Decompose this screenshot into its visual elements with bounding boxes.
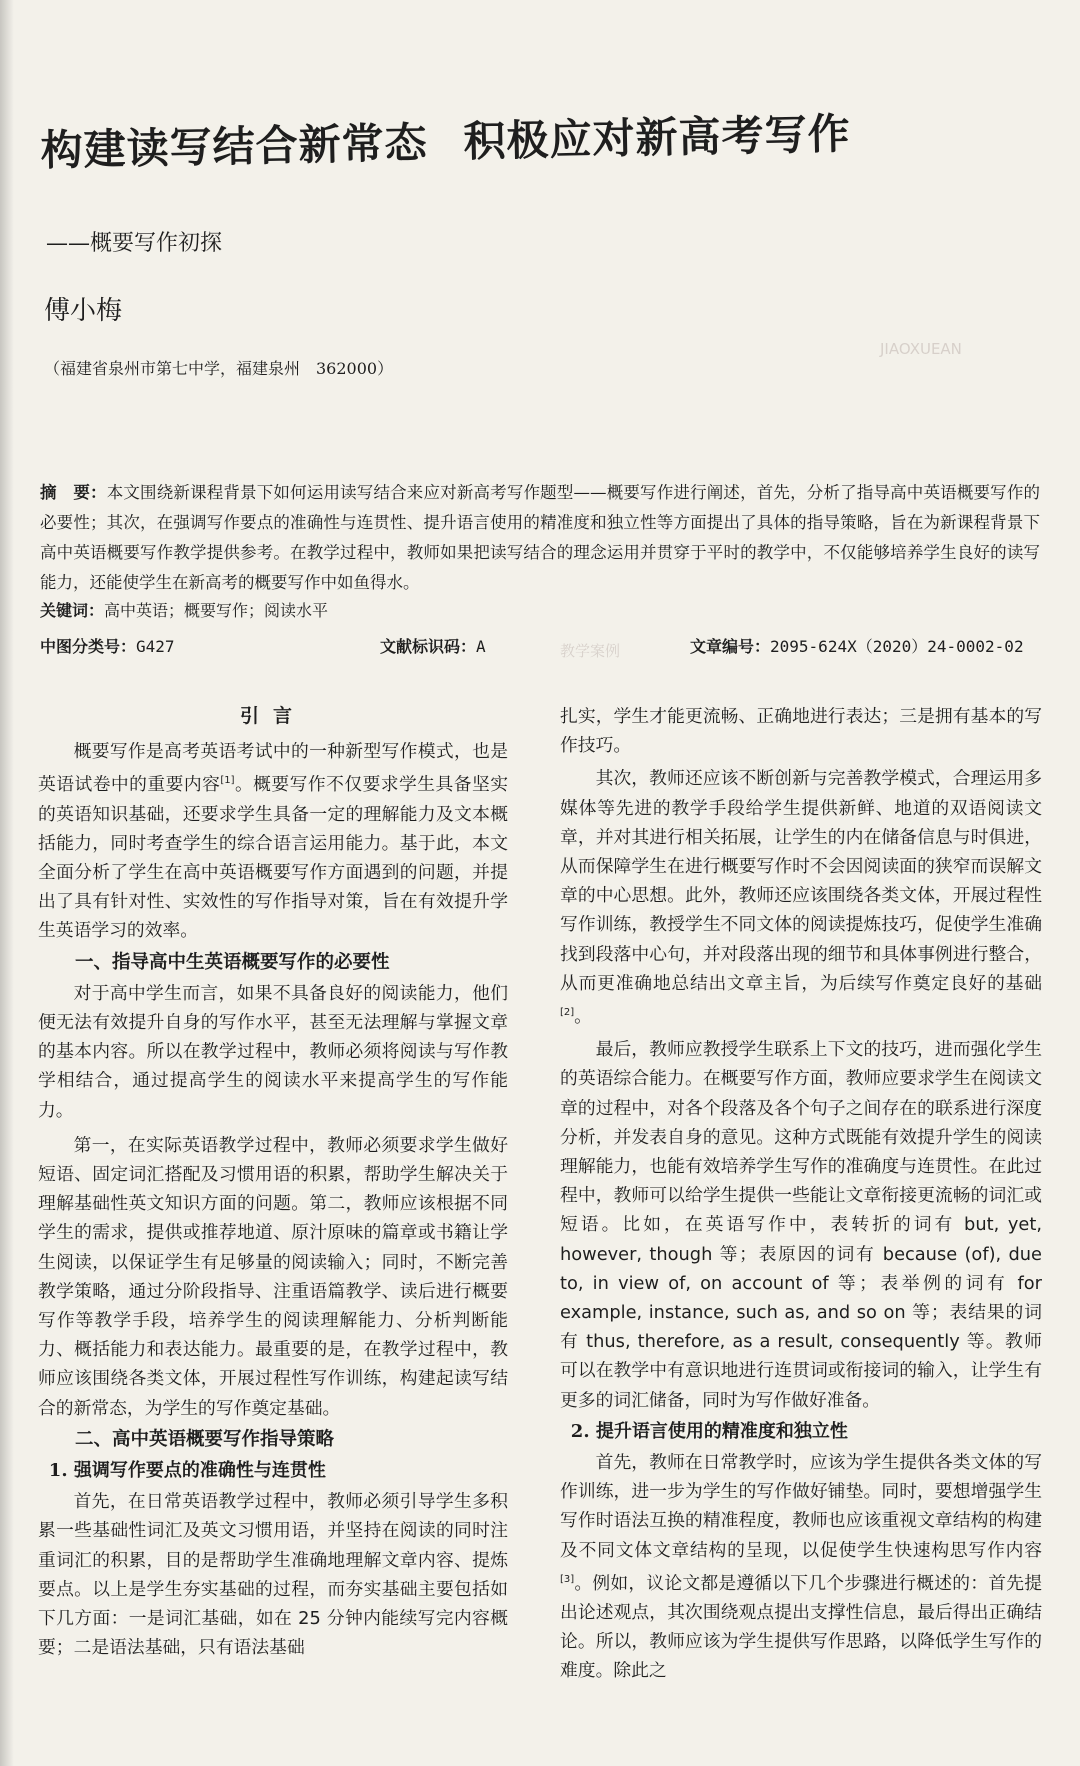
subsection-1-paragraph: 首先，在日常英语教学过程中，教师必须引导学生多积累一些基础性词汇及英文习惯用语，并坚持在阅读的同时注重词汇的积累，目的是帮助学生准确地理解文章内容、提炼要点。以上是学生夯实基础的过程，而夯实基础主要包括如下几方面：一是词汇基础，如在 25 分钟内能续写完内容概要；二是语法基础，只有语法基础 <box>38 1491 508 1659</box>
subsection-2-text-cont: 。例如，议论文都是遵循以下几个步骤进行概述的：首先提出论述观点，其次围绕观点提出支撑性信息，最后得出正确结论。所以，教师应该为学生提供写作思路，以降低学生写作的难度。除此之 <box>560 1572 1042 1682</box>
article-title <box>40 97 1041 178</box>
article-no-value: 2095-624X（2020）24-0002-02 <box>770 637 1024 656</box>
intro-text: 概要写作是高考英语考试中的一种新型写作模式，也是英语试卷中的重要内容 <box>38 741 508 796</box>
intro-text-cont: 。概要写作不仅要求学生具备坚实的英语知识基础，还要求学生具备一定的理解能力及文本概括能力，同时考查学生的综合语言运用能力。基于此，本文全面分析了学生在高中英语概要写作方面遇到的问题，并提出了具有针对性、实效性的写作指导对策，旨在有效提升学生英语学习的效率。 <box>38 774 508 942</box>
title-part-2: 积极应对新高考写作 <box>463 109 852 167</box>
doc-code-label: 文献标识码： <box>380 637 477 656</box>
title-part-1: 构建读写结合新常态 <box>40 117 429 175</box>
page-binding-shadow <box>0 0 14 1766</box>
abstract-label: 摘 要： <box>40 483 107 502</box>
keywords <box>40 598 328 621</box>
paragraph-2-text: 其次，教师还应该不断创新与完善教学模式，合理运用多媒体等先进的教学手段给学生提供新鲜、地道的双语阅读文章，并对其进行相关拓展，让学生的内在储备信息与时俱进，从而保障学生在进行概要写作时不会因阅读面的狭窄而误解文章的中心思想。此外，教师还应该围绕各类文体，开展过程性写作训练，教授学生不同文体的阅读提炼技巧，促使学生准确找到段落中心句，并对段落出现的细节和具体事例进行整合，从而更准确地总结出文章主旨，为后续写作奠定良好的基础 <box>560 768 1042 994</box>
bleed-through-text: 教学案例 <box>560 642 621 660</box>
paragraph-3: 最后，教师应教授学生联系上下文的技巧，进而强化学生的英语综合能力。在概要写作方面，教师应要求学生在阅读文章的过程中，对各个段落及各个句子之间存在的联系进行深度分析，并发表自身的意见。这种方式既能有效提升学生的阅读理解能力，也能有效培养学生写作的准确度与连贯性。在此过程中，教师可以给学生提供一些能让文章衔接更流畅的词汇或短语。比如，在英语写作中，表转折的词有 but, yet, however, though 等；表原因的词有 because (of), due to, in view of, on account of 等；表举例的词有 for example, instance, such as, and so on 等；表结果的词有 thus, therefore, as a result, consequently 等。教师可以在教学中有意识地进行连贯词或衔接词的输入，让学生有更多的词汇储备，同时为写作做好准备。 <box>560 1039 1042 1411</box>
right-column <box>560 702 1042 1686</box>
doc-code-value: A <box>476 637 486 656</box>
intro-paragraph <box>38 737 508 945</box>
keywords-label: 关键词： <box>40 601 105 620</box>
author-name: 傅小梅 <box>44 296 123 326</box>
clc-value: G427 <box>136 637 175 656</box>
paragraph-2-end: 。 <box>574 1005 592 1027</box>
intro-heading: 引言 <box>239 705 306 727</box>
subsection-2-text: 首先，教师在日常教学时，应该为学生提供各类文体的写作训练，进一步为学生的写作做好铺垫。同时，要想增强学生写作时语法互换的精准程度，教师也应该重视文章结构的构建及不同文体文章结构的呈现，以促使学生快速构思写作内容 <box>560 1452 1042 1561</box>
section-1-heading: 一、指导高中生英语概要写作的必要性 <box>75 951 390 973</box>
section-1-paragraph-1: 对于高中学生而言，如果不具备良好的阅读能力，他们便无法有效提升自身的写作水平，甚至无法理解与掌握文章的基本内容。所以在教学过程中，教师必须将阅读与写作教学相结合，通过提高学生的阅读水平来提高学生的写作能力。 <box>38 982 508 1121</box>
citation-ref: [2] <box>560 1007 575 1019</box>
subsection-2-heading: 2. 提升语言使用的精准度和独立性 <box>570 1420 848 1442</box>
paragraph-2 <box>560 764 1042 1031</box>
abstract-text: 本文围绕新课程背景下如何运用读写结合来应对新高考写作题型——概要写作进行阐述，首先，分析了指导高中英语概要写作的必要性；其次，在强调写作要点的准确性与连贯性、提升语言使用的精准度和独立性等方面提出了具体的指导策略，旨在为新课程背景下高中英语概要写作教学提供参考。在教学过程中，教师如果把读写结合的理念运用并贯穿于平时的教学中，不仅能够培养学生良好的读写能力，还能使学生在新高考的概要写作中如鱼得水。 <box>40 483 1041 592</box>
subsection-2-paragraph <box>560 1448 1042 1686</box>
clc-label: 中图分类号： <box>40 637 137 656</box>
document-code <box>380 634 486 657</box>
section-1-paragraph-2: 第一，在实际英语教学过程中，教师必须要求学生做好短语、固定词汇搭配及习惯用语的积累，帮助学生解决关于理解基础性英文知识方面的问题。第二，教师应该根据不同学生的需求，提供或推荐地道、原汁原味的篇章或书籍让学生阅读，以保证学生有足够量的阅读输入；同时，不断完善教学策略，通过分阶段指导、注重语篇教学、读后进行概要写作等教学手段，培养学生的阅读理解能力、分析判断能力、概括能力和表达能力。最重要的是，在教学过程中，教师应该围绕各类文体，开展过程性写作训练，构建起读写结合的新常态，为学生的写作奠定基础。 <box>38 1134 508 1419</box>
article-number <box>690 634 1024 657</box>
article-subtitle: ——概要写作初探 <box>46 231 223 256</box>
citation-ref: [3] <box>560 1573 575 1585</box>
subsection-1-heading: 1. 强调写作要点的准确性与连贯性 <box>48 1460 326 1481</box>
citation-ref: [1] <box>220 775 235 787</box>
abstract <box>40 478 1040 598</box>
continued-paragraph: 扎实，学生才能更流畅、正确地进行表达；三是拥有基本的写作技巧。 <box>560 706 1042 757</box>
left-column <box>38 702 508 1662</box>
keywords-text: 高中英语；概要写作；阅读水平 <box>104 601 329 620</box>
article-no-label: 文章编号： <box>690 637 771 656</box>
bleed-through-text: JIAOXUEAN <box>880 340 962 358</box>
section-2-heading: 二、高中英语概要写作指导策略 <box>75 1428 335 1450</box>
author-affiliation: （福建省泉州市第七中学，福建泉州 362000） <box>44 359 394 378</box>
clc-number <box>40 634 175 657</box>
